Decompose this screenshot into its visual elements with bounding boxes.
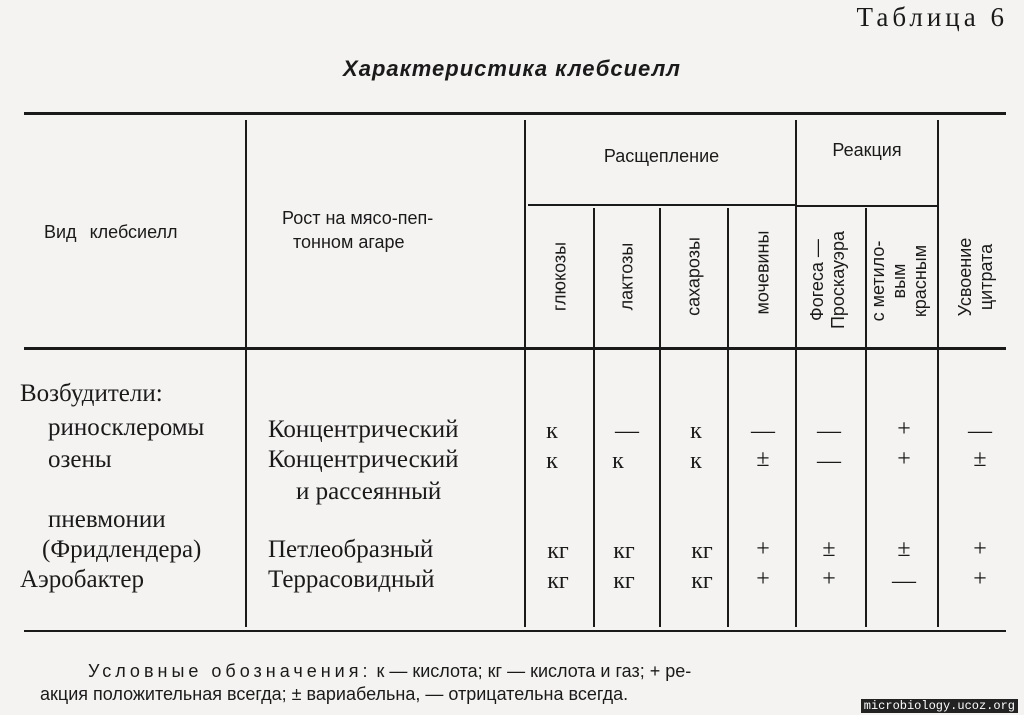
header-voges-proskauer-line2: Проскауэра [828,230,848,330]
citrate-value: — [968,418,992,444]
table-caption: Таблица 6 [856,2,1008,32]
species-name: пневмонии [48,506,166,533]
header-lactose: лактозы [616,242,637,311]
lactose-value: к [612,448,624,474]
group-label: Возбудители: [20,380,163,407]
urea-value: + [756,536,770,562]
sucrose-value: кг [691,538,713,564]
growth-type: Террасовидный [268,566,435,593]
citrate-value: + [973,566,987,592]
header-citrate [955,220,999,334]
header-growth-line2: тонном агаре [293,232,405,252]
header-methyl-red-line2: вым [889,263,909,299]
sucrose-value: кг [691,568,713,594]
header-fermentation: Расщепление [603,146,720,166]
column-divider [659,208,661,627]
growth-type-line2: и рассеянный [296,478,442,505]
table-top-rule [24,112,1006,115]
methyl-red-value: + [897,446,911,472]
glucose-value: к [546,418,558,444]
legend-label: Условные обозначения: [88,661,372,681]
voges-proskauer-value: ± [822,536,836,562]
legend-line2: акция положительная всегда; ± вариабельна, — отрицательна всегда. [40,684,629,704]
header-voges-proskauer-line1: Фогеса — [807,239,827,321]
methyl-red-value: — [892,568,916,594]
legend-line1: к — кислота; кг — кислота и газ; + ре- [376,661,692,681]
header-reaction: Реакция [832,140,902,160]
fermentation-subheader-rule [528,204,795,206]
header-bottom-rule [24,347,1006,350]
reaction-subheader-rule [797,205,937,207]
sucrose-value: к [690,418,702,444]
header-glucose: глюкозы [549,241,570,312]
header-citrate-line2: цитрата [976,243,996,311]
growth-type: Петлеобразный [268,536,434,563]
urea-value: + [756,566,770,592]
column-divider [245,120,247,627]
lactose-value: кг [613,568,635,594]
glucose-value: кг [547,568,569,594]
header-methyl-red-line1: с метило- [868,240,888,322]
species-name: озены [48,446,112,473]
lactose-value: — [615,418,639,444]
urea-value: — [751,418,775,444]
legend [88,660,691,683]
methyl-red-value: ± [897,536,911,562]
growth-type: Концентрический [268,446,459,473]
column-divider [865,208,867,627]
header-species: Вид клебсиелл [44,222,178,242]
voges-proskauer-value: — [817,448,841,474]
voges-proskauer-value: + [822,566,836,592]
header-methyl-red [868,224,934,338]
glucose-value: кг [547,538,569,564]
header-citrate-line1: Усвоение [955,237,975,317]
voges-proskauer-value: — [817,418,841,444]
citrate-value: + [973,536,987,562]
table-bottom-rule [24,630,1006,632]
header-methyl-red-line3: красным [910,244,930,318]
header-sucrose: сахарозы [683,237,704,316]
species-name: риносклеромы [48,414,205,441]
glucose-value: к [546,448,558,474]
urea-value: ± [756,446,770,472]
growth-type: Концентрический [268,416,459,443]
column-divider [524,120,526,627]
citrate-value: ± [973,446,987,472]
header-growth-line1: Рост на мясо-пеп- [282,208,434,228]
lactose-value: кг [613,538,635,564]
header-voges-proskauer [807,212,851,348]
column-divider [795,120,797,627]
methyl-red-value: + [897,416,911,442]
table-title: Характеристика клебсиелл [343,56,681,81]
species-name-line2: (Фридлендера) [42,536,202,563]
watermark: microbiology.ucoz.org [861,699,1018,713]
header-urea: мочевины [752,230,773,315]
species-name: Аэробактер [20,566,144,593]
column-divider [937,120,939,627]
sucrose-value: к [690,448,702,474]
